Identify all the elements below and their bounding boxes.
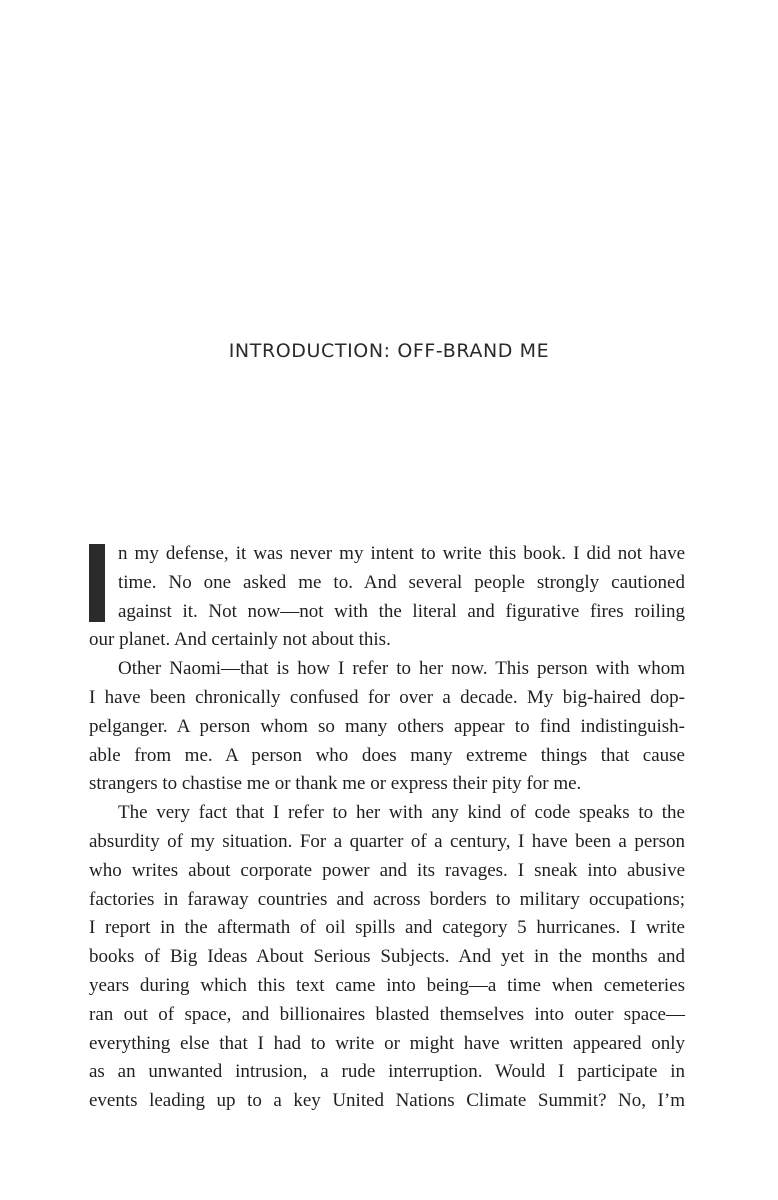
text-line: against it. Not now—not with the literal and figurative fires roiling [118,600,685,622]
text-line: everything else that I had to write or might have written appeared only [89,1032,685,1054]
dropcap-letter-i [89,544,105,622]
chapter-title: INTRODUCTION: OFF-BRAND ME [228,340,550,362]
paragraph-2 [89,655,685,799]
text-line: able from me. A person who does many extreme things that cause [89,744,685,766]
text-line: ran out of space, and billionaires blasted themselves into outer space— [89,1003,685,1025]
text-line: who writes about corporate power and its ravages. I sneak into abusive [89,859,685,881]
text-line: Other Naomi—that is how I refer to her now. This person with whom [118,658,685,680]
text-line: books of Big Ideas About Serious Subjects. And yet in the months and [89,946,685,968]
text-line: time. No one asked me to. And several people strongly cautioned [118,571,685,593]
text-line: events leading up to a key United Nations Climate Summit? No, I’m [89,1090,685,1112]
text-line: years during which this text came into being—a time when cemeteries [89,974,685,996]
text-line: n my defense, it was never my intent to write this book. I did not have [118,543,685,564]
text-line: our planet. And certainly not about this. [89,629,391,651]
text-line: strangers to chastise me or thank me or express their pity for me. [89,773,582,795]
paragraph-3 [89,799,685,1116]
body-text [89,540,685,1116]
text-line: I have been chronically confused for over a decade. My big-haired dop- [89,686,685,708]
text-line: The very fact that I refer to her with any kind of code speaks to the [118,802,685,824]
text-line: pelganger. A person whom so many others appear to find indistinguish- [89,715,685,737]
text-line: absurdity of my situation. For a quarter of a century, I have been a person [89,830,685,852]
paragraph-1 [89,540,685,655]
text-line: factories in faraway countries and across borders to military occupations; [89,888,685,910]
text-line: as an unwanted intrusion, a rude interruption. Would I participate in [89,1061,685,1083]
text-line: I report in the aftermath of oil spills and category 5 hurricanes. I write [89,917,685,939]
